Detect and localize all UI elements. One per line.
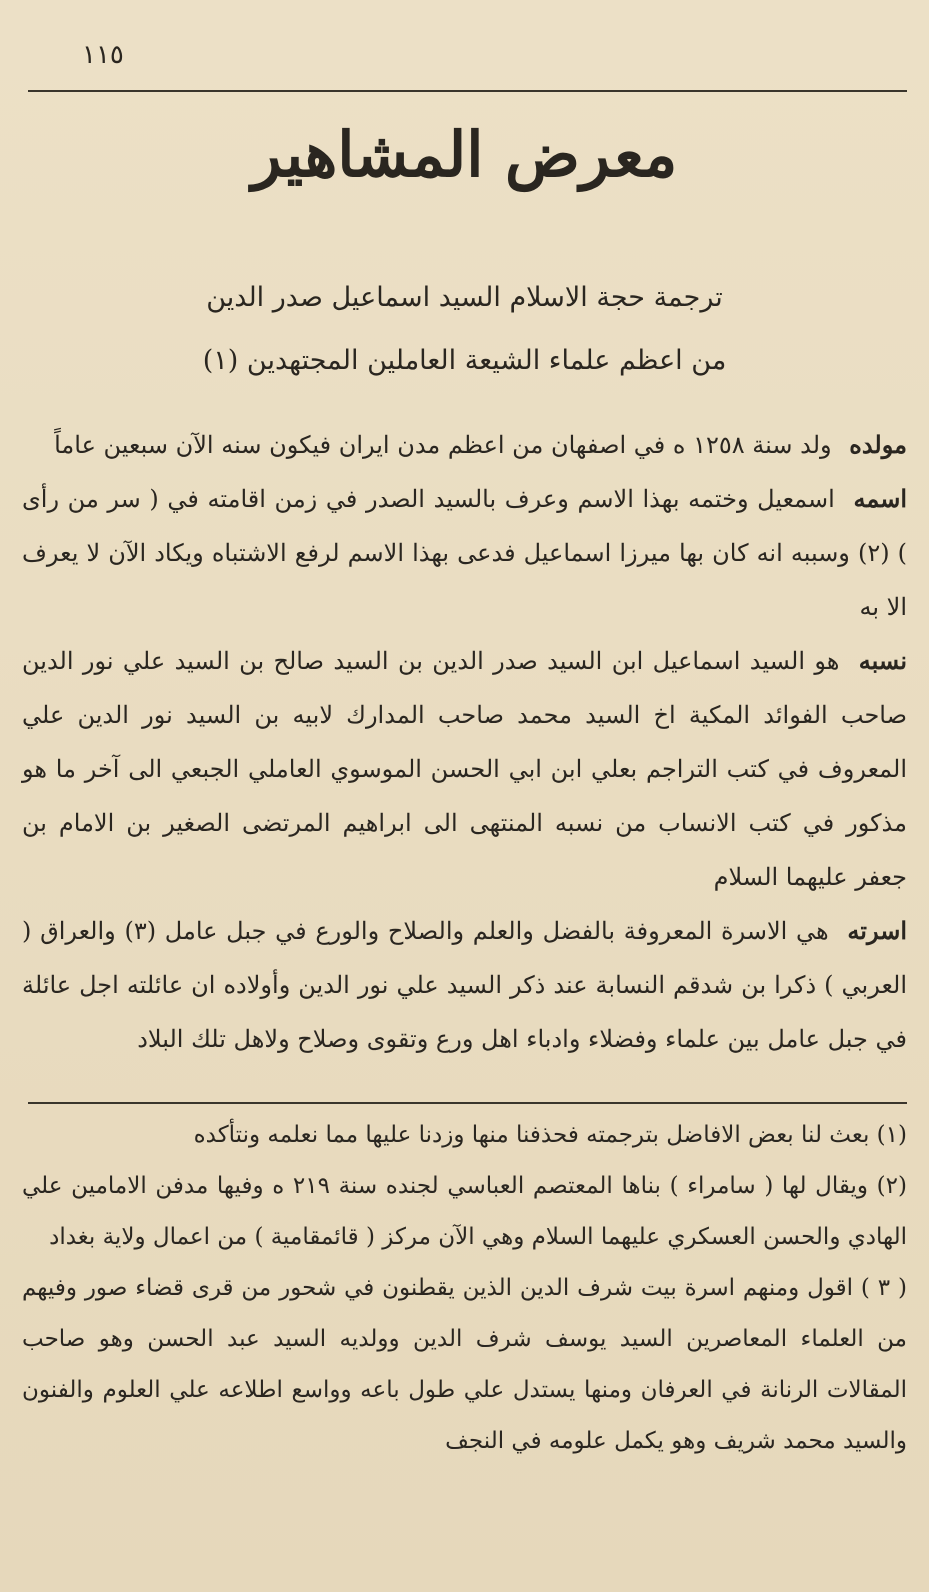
section-text: اسمعيل وختمه بهذا الاسم وعرف بالسيد الصدر في زمن اقامته في ( سر من رأى ) (٢) وسببه انه كان بها ميرزا اسماعيل فدعى بهذا الاسم لرفع الاشتباه ويكاد الآن لا يعرف الا به — [22, 485, 908, 621]
section-name — [22, 472, 907, 634]
section-text: هو السيد اسماعيل ابن السيد صدر الدين بن السيد صالح بن السيد علي نور الدين صاحب الفوائد المكية اخ السيد محمد صاحب المدارك لابيه بن السيد نور الدين علي المعروف في كتب التراجم بعلي ابن ابي الحسن الموسوي العاملي الجبعي الى آخر ما هو مذكور في كتب الانساب من نسبه المنتهى الى ابراهيم المرتضى الصغير بن الامام بن جعفر عليهما السلام — [22, 647, 907, 891]
footnote-rule — [28, 1102, 907, 1104]
section-heading: اسرته — [847, 916, 907, 945]
section-text: هي الاسرة المعروفة بالفضل والعلم والصلاح والورع في جبل عامل (٣) والعراق ( العربي ) ذكرا بن شدقم النسابة عند ذكر السيد علي نور الدين وأولاده ان عائلته اجل عائلة في جبل عامل بين علماء وفضلاء وادباء اهل ورع وتقوى وصلاح ولاهل تلك البلاد — [22, 917, 907, 1053]
footnotes — [22, 1110, 907, 1467]
masthead-title: معرض المشاهير — [251, 118, 678, 191]
article-body — [22, 418, 907, 1066]
footnote-1: (١) بعث لنا بعض الافاضل بترجمته فحذفنا منها وزدنا عليها مما نعلمه ونتأكده — [193, 1122, 907, 1148]
section-heading: مولده — [849, 430, 907, 459]
article-title: ترجمة حجة الاسلام السيد اسماعيل صدر الدين — [206, 282, 723, 313]
section-heading: اسمه — [853, 484, 908, 513]
section-family — [22, 904, 907, 1066]
footnote-3: ( ٣ ) اقول ومنهم اسرة بيت شرف الدين الذين يقطنون في شحور من قرى قضاء صور وفيهم من العلماء المعاصرين السيد يوسف شرف الدين وولديه السيد عبد الحسن وهو صاحب المقالات الرنانة في العرفان ومنها يستدل علي طول باعه وواسع اطلاعه علي العلوم والفنون والسيد محمد شريف وهو يكمل علومه في النجف — [22, 1275, 907, 1454]
article-subtitle: من اعظم علماء الشيعة العاملين المجتهدين (١) — [202, 345, 727, 376]
section-heading: نسبه — [858, 646, 907, 675]
section-lineage — [22, 634, 907, 904]
header-rule — [28, 90, 907, 92]
section-birth — [22, 418, 907, 472]
page-number: ١١٥ — [82, 40, 124, 70]
section-text: ولد سنة ١٢٥٨ ه في اصفهان من اعظم مدن ايران فيكون سنه الآن سبعين عاماً — [54, 431, 832, 459]
footnote-2: (٢) ويقال لها ( سامراء ) بناها المعتصم العباسي لجنده سنة ٢١٩ ه وفيها مدفن الامامين علي الهادي والحسن العسكري عليهما السلام وهي الآن مركز ( قائمقامية ) من اعمال ولاية بغداد — [22, 1173, 907, 1250]
